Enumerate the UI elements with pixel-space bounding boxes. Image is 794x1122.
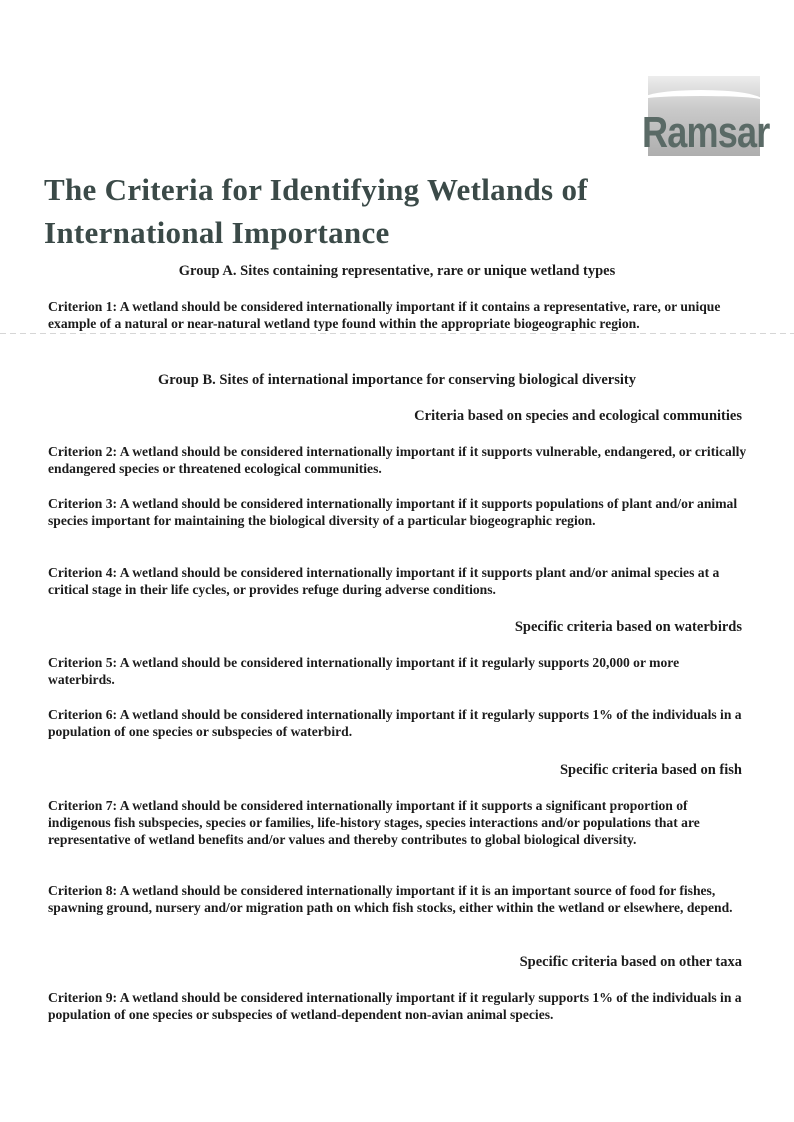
criterion-3: Criterion 3: A wetland should be considered internationally important if it supports populations of plant and/or animal species important for maintaining the biological diversity of a particular biogeographic region. (48, 496, 738, 528)
subheading-species: Criteria based on species and ecological communities (414, 408, 742, 424)
group-b-heading: Group B. Sites of international importance for conserving biological diversity (158, 372, 636, 388)
subheading-waterbirds: Specific criteria based on waterbirds (514, 619, 742, 635)
title-line-2: International Importance (44, 215, 390, 250)
logo-wordmark: Ramsar (642, 108, 770, 157)
criterion-8: Criterion 8: A wetland should be considered internationally important if it is an important source of food for fishes, spawning ground, nursery and/or migration path on which fish stocks, either within the wetland or elsewhere, depend. (48, 883, 733, 915)
criterion-6: Criterion 6: A wetland should be considered internationally important if it regularly supports 1% of the individuals in a population of one species or subspecies of waterbird. (48, 707, 742, 739)
ramsar-logo (640, 68, 770, 158)
criterion-4: Criterion 4: A wetland should be considered internationally important if it supports plant and/or animal species at a critical stage in their life cycles, or provides refuge during adverse conditions. (48, 565, 720, 597)
scan-artifact-line (0, 333, 794, 334)
criterion-2: Criterion 2: A wetland should be considered internationally important if it supports vulnerable, endangered, or critically endangered species or threatened ecological communities. (48, 444, 747, 476)
criterion-5: Criterion 5: A wetland should be considered internationally important if it regularly supports 20,000 or more waterbirds. (48, 655, 680, 687)
criterion-9: Criterion 9: A wetland should be considered internationally important if it regularly supports 1% of the individuals in a population of one species or subspecies of wetland-dependent non-avian animal species. (48, 990, 742, 1022)
logo-wave (640, 90, 762, 110)
criterion-1: Criterion 1: A wetland should be considered internationally important if it contains a representative, rare, or unique example of a natural or near-natural wetland type found within the appropriate biogeographic region. (48, 299, 721, 331)
subheading-other-taxa: Specific criteria based on other taxa (519, 954, 742, 970)
subheading-fish: Specific criteria based on fish (559, 762, 742, 778)
group-a-heading: Group A. Sites containing representative, rare or unique wetland types (178, 263, 616, 279)
criterion-7: Criterion 7: A wetland should be considered internationally important if it supports a significant proportion of indigenous fish subspecies, species or families, life-history stages, species interactions and/or populations that are representative of wetland benefits and/or values and thereby contributes to global biological diversity. (48, 798, 700, 847)
page-title (44, 168, 588, 254)
title-line-1: The Criteria for Identifying Wetlands of (44, 172, 588, 207)
